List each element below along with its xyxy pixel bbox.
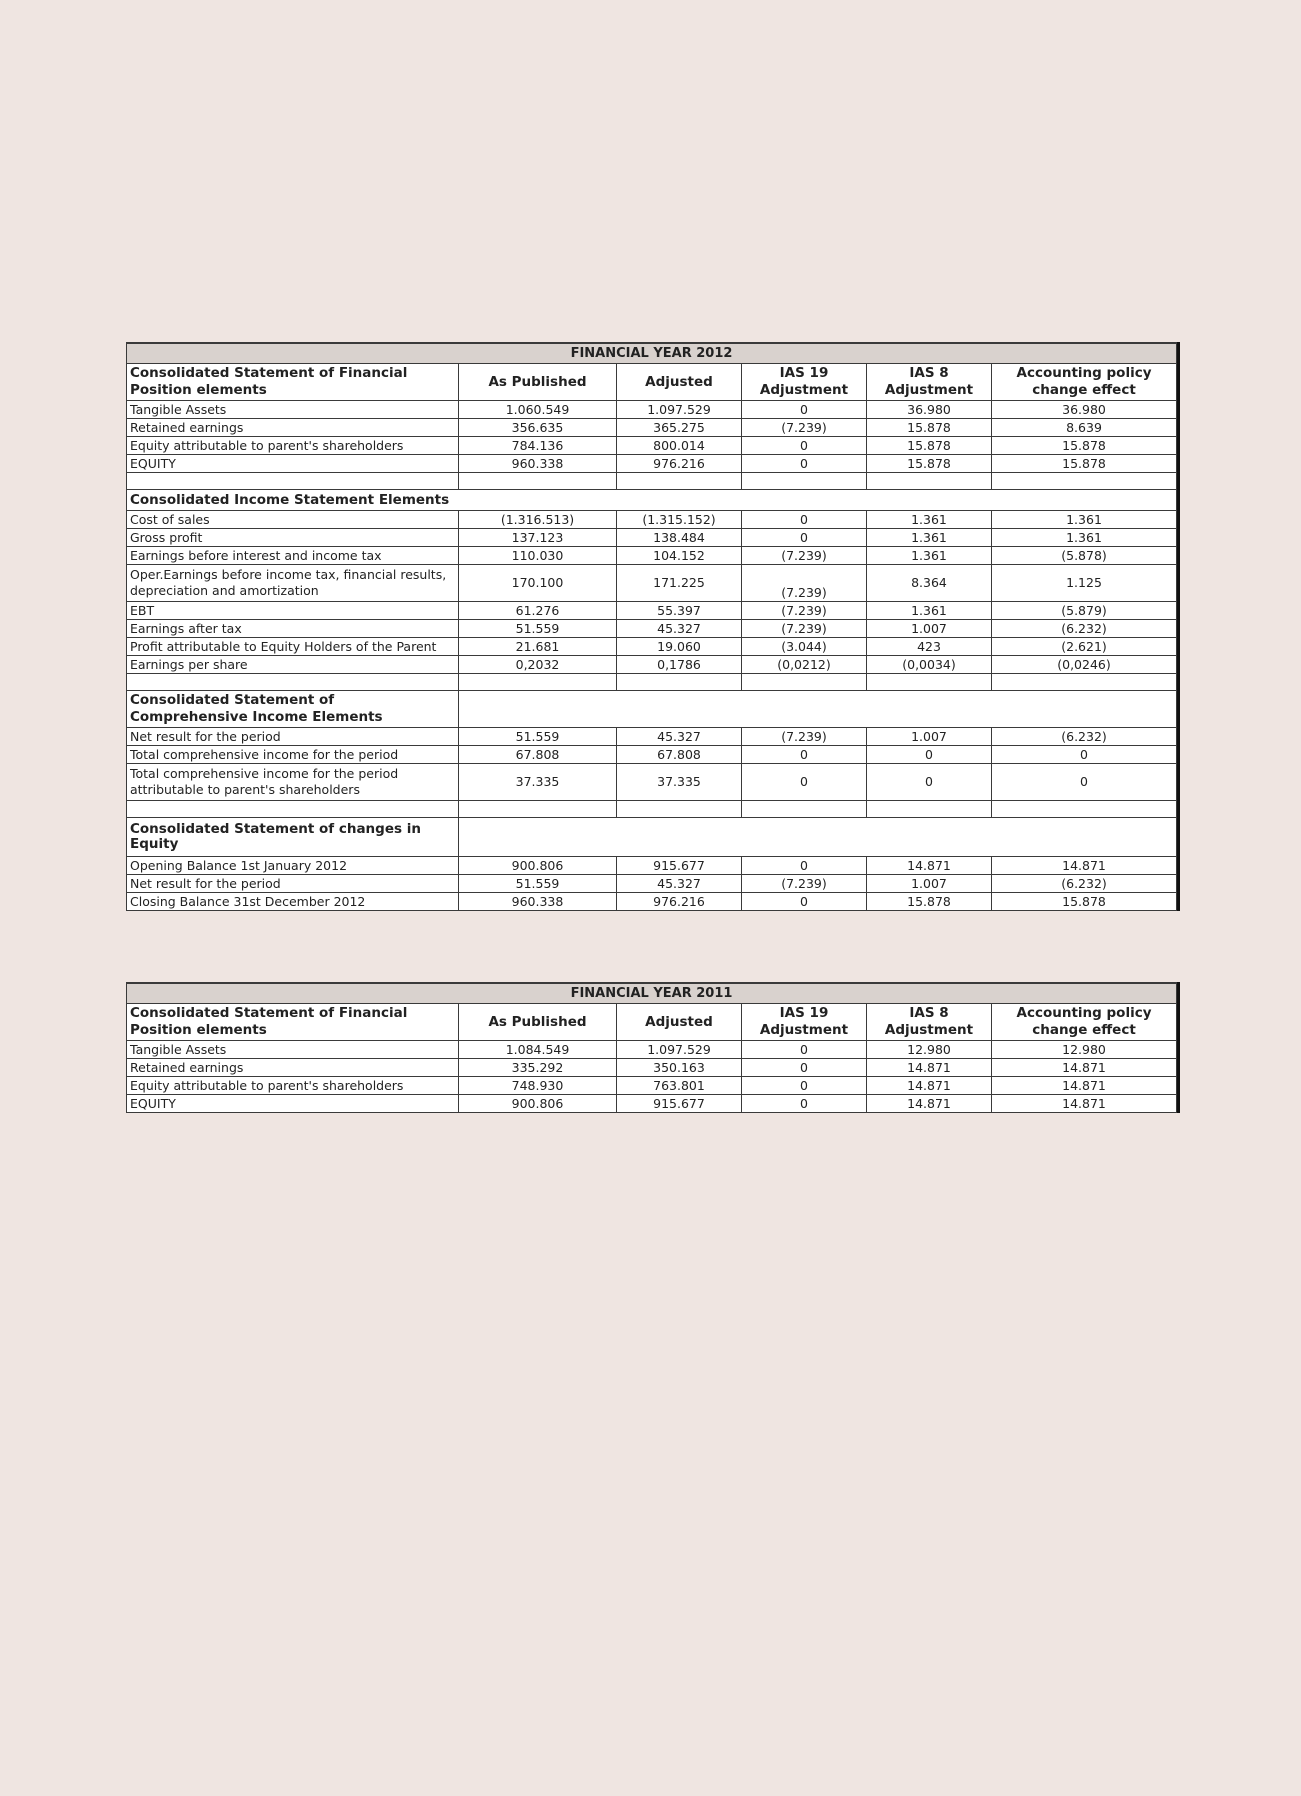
- table-title: FINANCIAL YEAR 2012: [127, 343, 1177, 364]
- ias19-value: 0: [742, 746, 867, 764]
- accounting-value: (6.232): [992, 728, 1177, 746]
- accounting-value: (6.232): [992, 620, 1177, 638]
- table-row: [127, 620, 1177, 638]
- financial-year-2012-table: [126, 342, 1177, 911]
- as-published-value: 0,2032: [459, 656, 617, 674]
- adjusted-value: 37.335: [617, 764, 742, 801]
- column-header-adjusted: Adjusted: [617, 364, 742, 401]
- table-row: [127, 728, 1177, 746]
- adjusted-value: 976.216: [617, 455, 742, 473]
- column-header-accounting-policy: Accounting policy change effect: [992, 364, 1177, 401]
- column-header-ias8: IAS 8 Adjustment: [867, 364, 992, 401]
- ias8-value: 1.007: [867, 620, 992, 638]
- adjusted-value: 365.275: [617, 419, 742, 437]
- section-title: Consolidated Income Statement Elements: [127, 490, 1177, 511]
- row-label: Profit attributable to Equity Holders of the Parent: [127, 638, 459, 656]
- adjusted-value: 915.677: [617, 857, 742, 875]
- table-row: [127, 1059, 1177, 1077]
- adjusted-value: 976.216: [617, 893, 742, 911]
- table-row: [127, 893, 1177, 911]
- adjusted-value: 45.327: [617, 620, 742, 638]
- ias8-value: 8.364: [867, 565, 992, 602]
- section-title: Consolidated Statement of Comprehensive Income Elements: [127, 691, 459, 728]
- as-published-value: 67.808: [459, 746, 617, 764]
- row-label: Retained earnings: [127, 1059, 459, 1077]
- accounting-value: 12.980: [992, 1041, 1177, 1059]
- ias8-value: 0: [867, 764, 992, 801]
- table-row: [127, 1041, 1177, 1059]
- financial-year-2011-table: [126, 982, 1177, 1113]
- ias8-value: 1.007: [867, 875, 992, 893]
- accounting-value: (2.621): [992, 638, 1177, 656]
- adjusted-value: 915.677: [617, 1095, 742, 1113]
- adjusted-value: (1.315.152): [617, 511, 742, 529]
- ias19-value: 0: [742, 401, 867, 419]
- table-row: [127, 602, 1177, 620]
- table-title: FINANCIAL YEAR 2011: [127, 983, 1177, 1004]
- column-header-as-published: As Published: [459, 364, 617, 401]
- adjusted-value: 800.014: [617, 437, 742, 455]
- adjusted-value: 0,1786: [617, 656, 742, 674]
- table-row: [127, 547, 1177, 565]
- accounting-value: 14.871: [992, 1077, 1177, 1095]
- table-row: [127, 656, 1177, 674]
- blank-row: [127, 674, 1177, 691]
- as-published-value: (1.316.513): [459, 511, 617, 529]
- table-row: [127, 511, 1177, 529]
- as-published-value: 170.100: [459, 565, 617, 602]
- as-published-value: 748.930: [459, 1077, 617, 1095]
- row-label: EQUITY: [127, 1095, 459, 1113]
- accounting-value: 15.878: [992, 437, 1177, 455]
- as-published-value: 110.030: [459, 547, 617, 565]
- section-header-row: [127, 691, 1177, 728]
- ias19-value: (7.239): [742, 602, 867, 620]
- ias8-value: 14.871: [867, 1059, 992, 1077]
- row-label: Oper.Earnings before income tax, financial results, depreciation and amortization: [127, 565, 459, 602]
- accounting-value: 1.125: [992, 565, 1177, 602]
- column-header-label: Consolidated Statement of Financial Position elements: [127, 1004, 459, 1041]
- ias8-value: 15.878: [867, 455, 992, 473]
- section-title: Consolidated Statement of changes in Equity: [127, 818, 459, 857]
- ias19-value: 0: [742, 1095, 867, 1113]
- ias19-value: 0: [742, 893, 867, 911]
- ias19-value: 0: [742, 529, 867, 547]
- accounting-value: 1.361: [992, 511, 1177, 529]
- row-label: Net result for the period: [127, 728, 459, 746]
- row-label: Retained earnings: [127, 419, 459, 437]
- ias8-value: 15.878: [867, 419, 992, 437]
- as-published-value: 356.635: [459, 419, 617, 437]
- as-published-value: 137.123: [459, 529, 617, 547]
- accounting-value: 0: [992, 746, 1177, 764]
- adjusted-value: 138.484: [617, 529, 742, 547]
- accounting-value: 15.878: [992, 893, 1177, 911]
- row-label: Net result for the period: [127, 875, 459, 893]
- ias8-value: 1.361: [867, 547, 992, 565]
- adjusted-value: 67.808: [617, 746, 742, 764]
- table-row: [127, 857, 1177, 875]
- ias8-value: 14.871: [867, 1077, 992, 1095]
- as-published-value: 37.335: [459, 764, 617, 801]
- as-published-value: 51.559: [459, 875, 617, 893]
- row-label: Total comprehensive income for the period attributable to parent's shareholders: [127, 764, 459, 801]
- row-label: Earnings after tax: [127, 620, 459, 638]
- as-published-value: 1.084.549: [459, 1041, 617, 1059]
- adjusted-value: 171.225: [617, 565, 742, 602]
- row-label: Opening Balance 1st January 2012: [127, 857, 459, 875]
- column-header-accounting-policy: Accounting policy change effect: [992, 1004, 1177, 1041]
- accounting-value: 14.871: [992, 857, 1177, 875]
- ias19-value: 0: [742, 1077, 867, 1095]
- ias8-value: 14.871: [867, 857, 992, 875]
- table-row: [127, 1077, 1177, 1095]
- adjusted-value: 1.097.529: [617, 1041, 742, 1059]
- adjusted-value: 19.060: [617, 638, 742, 656]
- accounting-value: 14.871: [992, 1095, 1177, 1113]
- as-published-value: 960.338: [459, 893, 617, 911]
- ias8-value: 1.007: [867, 728, 992, 746]
- table-row: [127, 419, 1177, 437]
- ias19-value: 0: [742, 437, 867, 455]
- as-published-value: 784.136: [459, 437, 617, 455]
- row-label: EQUITY: [127, 455, 459, 473]
- row-label: Cost of sales: [127, 511, 459, 529]
- as-published-value: 960.338: [459, 455, 617, 473]
- blank-row: [127, 801, 1177, 818]
- accounting-value: 15.878: [992, 455, 1177, 473]
- accounting-value: (0,0246): [992, 656, 1177, 674]
- table-row: [127, 529, 1177, 547]
- table-row: [127, 565, 1177, 602]
- as-published-value: 21.681: [459, 638, 617, 656]
- column-header-ias19: IAS 19 Adjustment: [742, 364, 867, 401]
- accounting-value: 0: [992, 764, 1177, 801]
- ias19-value: (3.044): [742, 638, 867, 656]
- as-published-value: 51.559: [459, 728, 617, 746]
- row-label: Closing Balance 31st December 2012: [127, 893, 459, 911]
- adjusted-value: 45.327: [617, 728, 742, 746]
- as-published-value: 900.806: [459, 857, 617, 875]
- ias19-value: 0: [742, 511, 867, 529]
- table-row: [127, 875, 1177, 893]
- as-published-value: 51.559: [459, 620, 617, 638]
- accounting-value: 14.871: [992, 1059, 1177, 1077]
- row-label: Tangible Assets: [127, 1041, 459, 1059]
- row-label: Earnings per share: [127, 656, 459, 674]
- column-header-ias8: IAS 8 Adjustment: [867, 1004, 992, 1041]
- table-row: [127, 638, 1177, 656]
- row-label: EBT: [127, 602, 459, 620]
- ias8-value: (0,0034): [867, 656, 992, 674]
- adjusted-value: 55.397: [617, 602, 742, 620]
- section-header-row: [127, 490, 1177, 511]
- ias19-value: 0: [742, 857, 867, 875]
- column-header-adjusted: Adjusted: [617, 1004, 742, 1041]
- ias8-value: 1.361: [867, 529, 992, 547]
- table-row: [127, 764, 1177, 801]
- table-row: [127, 746, 1177, 764]
- ias19-value: (7.239): [742, 565, 867, 602]
- ias8-value: 15.878: [867, 437, 992, 455]
- section-header-row: [127, 818, 1177, 857]
- ias19-value: 0: [742, 1041, 867, 1059]
- ias19-value: 0: [742, 455, 867, 473]
- ias19-value: (7.239): [742, 419, 867, 437]
- table-row: [127, 455, 1177, 473]
- accounting-value: (6.232): [992, 875, 1177, 893]
- accounting-value: 1.361: [992, 529, 1177, 547]
- ias8-value: 12.980: [867, 1041, 992, 1059]
- ias8-value: 423: [867, 638, 992, 656]
- ias8-value: 15.878: [867, 893, 992, 911]
- row-label: Earnings before interest and income tax: [127, 547, 459, 565]
- ias19-value: (0,0212): [742, 656, 867, 674]
- ias19-value: (7.239): [742, 547, 867, 565]
- ias8-value: 36.980: [867, 401, 992, 419]
- row-label: Gross profit: [127, 529, 459, 547]
- ias8-value: 1.361: [867, 602, 992, 620]
- table-row: [127, 1095, 1177, 1113]
- ias19-value: 0: [742, 764, 867, 801]
- ias19-value: (7.239): [742, 875, 867, 893]
- ias19-value: 0: [742, 1059, 867, 1077]
- table-row: [127, 401, 1177, 419]
- adjusted-value: 104.152: [617, 547, 742, 565]
- row-label: Total comprehensive income for the period: [127, 746, 459, 764]
- as-published-value: 1.060.549: [459, 401, 617, 419]
- row-label: Equity attributable to parent's shareholders: [127, 1077, 459, 1095]
- ias8-value: 14.871: [867, 1095, 992, 1113]
- ias8-value: 1.361: [867, 511, 992, 529]
- as-published-value: 900.806: [459, 1095, 617, 1113]
- accounting-value: 36.980: [992, 401, 1177, 419]
- as-published-value: 61.276: [459, 602, 617, 620]
- column-header-label: Consolidated Statement of Financial Position elements: [127, 364, 459, 401]
- row-label: Equity attributable to parent's shareholders: [127, 437, 459, 455]
- blank-row: [127, 473, 1177, 490]
- accounting-value: (5.879): [992, 602, 1177, 620]
- ias19-value: (7.239): [742, 728, 867, 746]
- column-header-ias19: IAS 19 Adjustment: [742, 1004, 867, 1041]
- accounting-value: 8.639: [992, 419, 1177, 437]
- table-row: [127, 437, 1177, 455]
- as-published-value: 335.292: [459, 1059, 617, 1077]
- ias19-value: (7.239): [742, 620, 867, 638]
- column-header-as-published: As Published: [459, 1004, 617, 1041]
- adjusted-value: 1.097.529: [617, 401, 742, 419]
- ias8-value: 0: [867, 746, 992, 764]
- row-label: Tangible Assets: [127, 401, 459, 419]
- adjusted-value: 45.327: [617, 875, 742, 893]
- accounting-value: (5.878): [992, 547, 1177, 565]
- adjusted-value: 763.801: [617, 1077, 742, 1095]
- adjusted-value: 350.163: [617, 1059, 742, 1077]
